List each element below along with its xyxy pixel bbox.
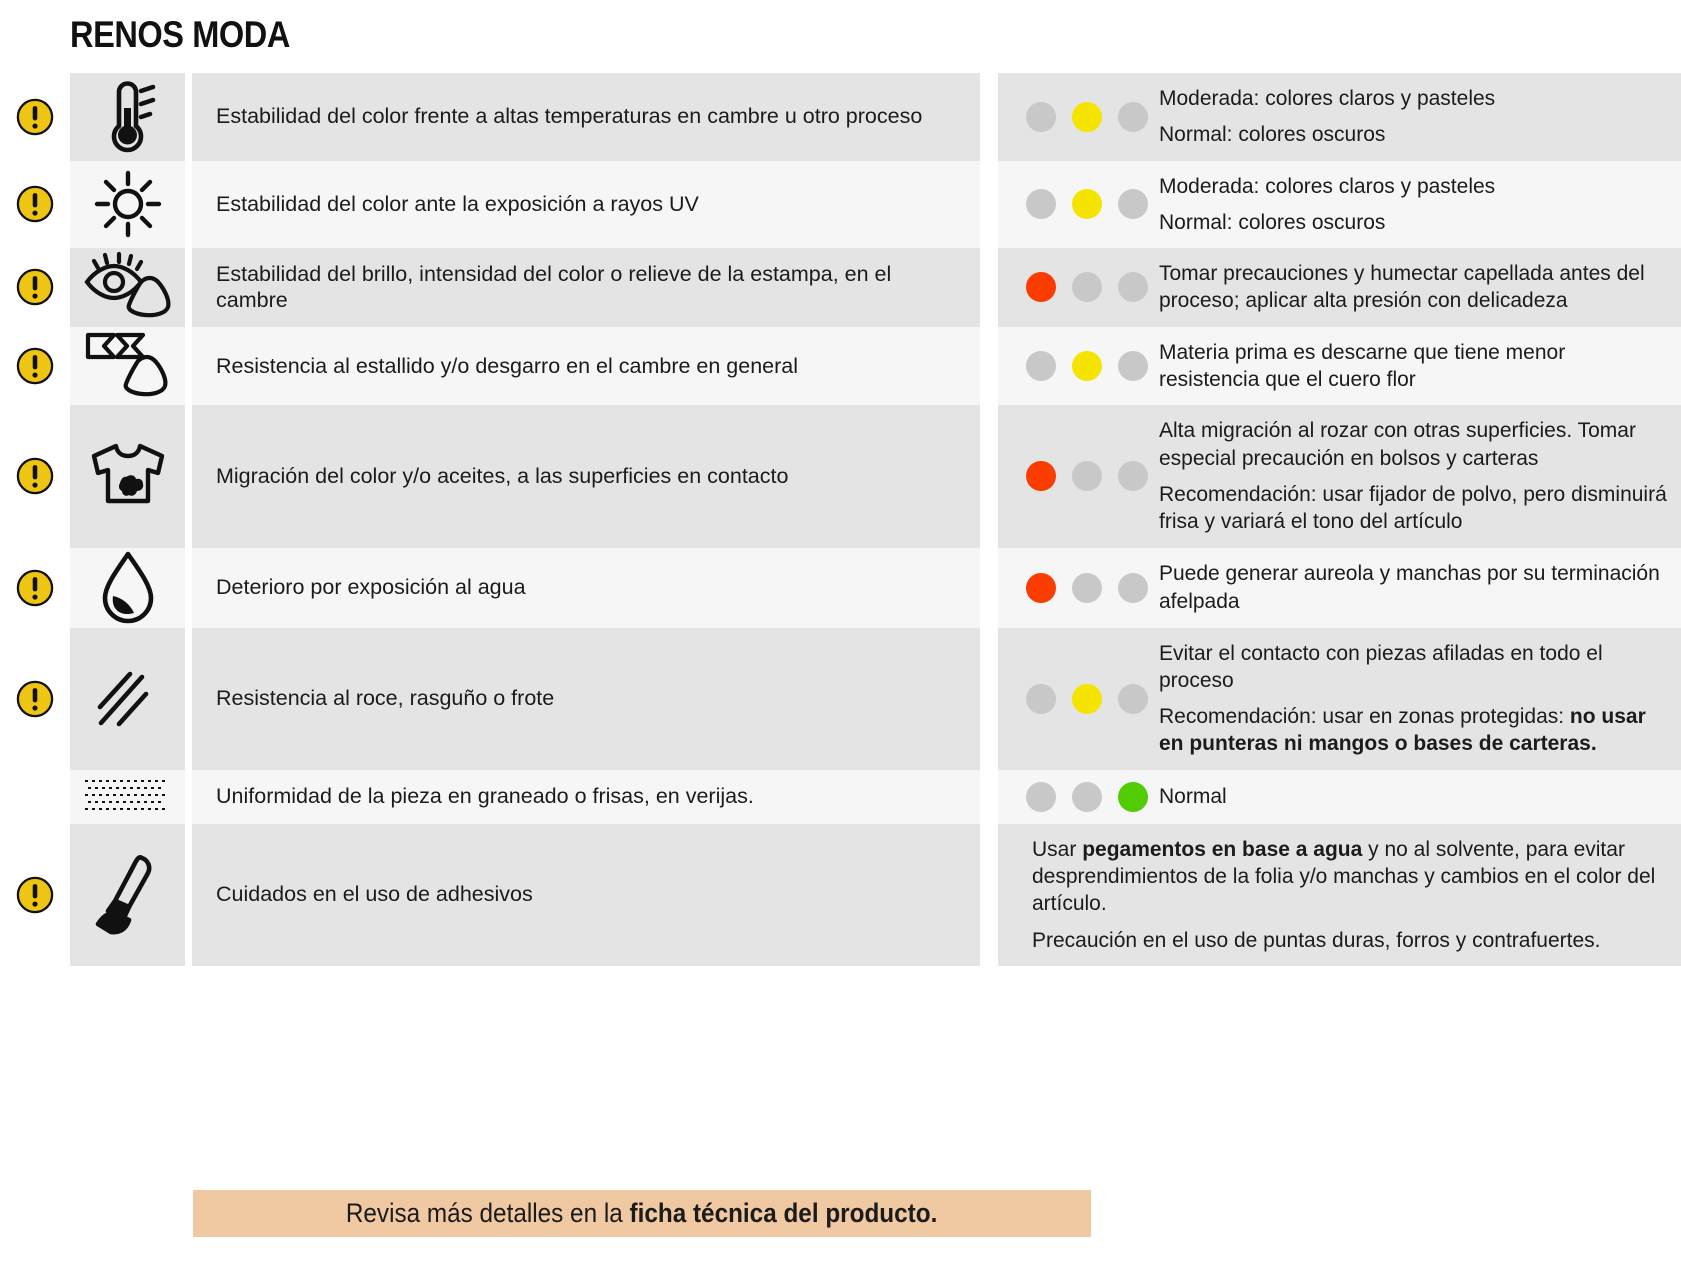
description-cell bbox=[192, 327, 980, 406]
traffic-light-red bbox=[1026, 782, 1056, 812]
description-text: Resistencia al roce, rasguño o frote bbox=[216, 686, 555, 711]
column-gap bbox=[980, 405, 998, 547]
traffic-light-red bbox=[1026, 189, 1056, 219]
tshirt-stain-icon bbox=[85, 438, 171, 514]
warning-cell bbox=[0, 327, 70, 406]
icon-cell bbox=[70, 327, 185, 406]
detail-paragraph: Recomendación: usar fijador de polvo, pero disminuirá frisa y variará el tono del artículo bbox=[1159, 482, 1667, 534]
traffic-light-yellow bbox=[1072, 573, 1102, 603]
icon-cell bbox=[70, 161, 185, 249]
traffic-light-red bbox=[1026, 351, 1056, 381]
description-cell bbox=[192, 73, 980, 161]
traffic-light-green bbox=[1118, 461, 1148, 491]
warning-cell bbox=[0, 405, 70, 547]
traffic-light-yellow bbox=[1072, 102, 1102, 132]
detail-paragraph: Materia prima es descarne que tiene menor resistencia que el cuero flor bbox=[1159, 340, 1566, 392]
detail-paragraph: Moderada: colores claros y pasteles bbox=[1159, 87, 1496, 110]
detail-text bbox=[1153, 85, 1667, 149]
warning-icon bbox=[16, 347, 54, 385]
detail-paragraph: Normal: colores oscuros bbox=[1159, 210, 1386, 234]
detail-text bbox=[1153, 173, 1667, 237]
icon-cell bbox=[70, 405, 185, 547]
traffic-light-yellow bbox=[1072, 272, 1102, 302]
warning-icon bbox=[16, 569, 54, 607]
icon-cell bbox=[70, 628, 185, 770]
detail-paragraph: Usar pegamentos en base a agua y no al solvente, para evitar desprendimientos de la folia y/o manchas y cambios en el color del artículo. bbox=[1032, 837, 1656, 916]
icon-cell bbox=[70, 248, 185, 327]
column-gap bbox=[980, 73, 998, 161]
column-gap bbox=[185, 327, 192, 406]
detail-paragraph: Recomendación: usar en zonas protegidas: no usar en punteras ni mangos o bases de carteras. bbox=[1159, 705, 1646, 756]
detail-paragraph: Normal bbox=[1159, 785, 1227, 809]
detail-text bbox=[1018, 836, 1667, 954]
description-text: Estabilidad del brillo, intensidad del color o relieve de la estampa, en el cambre bbox=[216, 261, 892, 313]
traffic-light-green bbox=[1118, 782, 1148, 812]
tear-hide-icon bbox=[80, 327, 176, 405]
traffic-light-red bbox=[1026, 573, 1056, 603]
traffic-light-green bbox=[1118, 351, 1148, 381]
detail-paragraph: Evitar el contacto con piezas afiladas en todo el proceso bbox=[1159, 641, 1603, 692]
warning-icon bbox=[16, 876, 54, 914]
traffic-light-green bbox=[1118, 573, 1148, 603]
description-text: Estabilidad del color frente a altas temperaturas en cambre u otro proceso bbox=[216, 104, 923, 129]
icon-cell bbox=[70, 548, 185, 628]
description-text: Cuidados en el uso de adhesivos bbox=[216, 882, 533, 907]
result-cell bbox=[998, 548, 1681, 628]
column-gap bbox=[185, 248, 192, 327]
warning-icon bbox=[16, 680, 54, 718]
result-cell bbox=[998, 161, 1681, 249]
table-row bbox=[0, 548, 1681, 628]
result-cell bbox=[998, 405, 1681, 547]
description-text: Migración del color y/o aceites, a las superficies en contacto bbox=[216, 464, 789, 489]
warning-cell bbox=[0, 548, 70, 628]
description-cell bbox=[192, 248, 980, 327]
traffic-light-yellow bbox=[1072, 351, 1102, 381]
column-gap bbox=[980, 770, 998, 824]
table-row bbox=[0, 824, 1681, 966]
traffic-light-red bbox=[1026, 272, 1056, 302]
detail-text bbox=[1153, 783, 1667, 810]
footer-text-bold: ficha técnica del producto. bbox=[629, 1198, 938, 1228]
thermometer-icon bbox=[93, 78, 163, 156]
result-cell bbox=[998, 628, 1681, 770]
warning-cell bbox=[0, 161, 70, 249]
column-gap bbox=[185, 548, 192, 628]
traffic-light-green bbox=[1118, 189, 1148, 219]
description-text: Estabilidad del color ante la exposición a rayos UV bbox=[216, 191, 699, 216]
warning-cell bbox=[0, 73, 70, 161]
column-gap bbox=[980, 824, 998, 966]
detail-text bbox=[1153, 640, 1667, 758]
warning-icon bbox=[16, 457, 54, 495]
column-gap bbox=[185, 405, 192, 547]
description-cell bbox=[192, 824, 980, 966]
traffic-light-green bbox=[1118, 102, 1148, 132]
traffic-light-group bbox=[1018, 782, 1153, 812]
traffic-light-yellow bbox=[1072, 189, 1102, 219]
icon-cell bbox=[70, 824, 185, 966]
grain-dots-icon bbox=[83, 776, 173, 818]
warning-icon bbox=[16, 268, 54, 306]
description-cell bbox=[192, 770, 980, 824]
scratch-lines-icon bbox=[90, 661, 166, 737]
traffic-light-group bbox=[1018, 189, 1153, 219]
detail-text bbox=[1153, 260, 1667, 315]
description-text: Uniformidad de la pieza en graneado o frisas, en verijas. bbox=[216, 784, 754, 809]
detail-paragraph: Puede generar aureola y manchas por su terminación afelpada bbox=[1159, 562, 1660, 613]
column-gap bbox=[185, 824, 192, 966]
warning-cell bbox=[0, 248, 70, 327]
footer-banner bbox=[193, 1190, 1091, 1237]
column-gap bbox=[185, 73, 192, 161]
eye-hide-icon bbox=[81, 250, 175, 324]
table-row bbox=[0, 73, 1681, 161]
column-gap bbox=[980, 548, 998, 628]
glue-brush-icon bbox=[82, 852, 174, 938]
description-cell bbox=[192, 405, 980, 547]
traffic-light-group bbox=[1018, 573, 1153, 603]
table-row bbox=[0, 628, 1681, 770]
column-gap bbox=[980, 248, 998, 327]
detail-paragraph: Alta migración al rozar con otras superficies. Tomar especial precaución en bolsos y carteras bbox=[1159, 419, 1636, 470]
result-cell bbox=[998, 824, 1681, 966]
detail-paragraph: Precaución en el uso de puntas duras, forros y contrafuertes. bbox=[1032, 928, 1601, 952]
detail-text bbox=[1153, 417, 1667, 535]
footer-text bbox=[346, 1198, 937, 1229]
warning-cell bbox=[0, 824, 70, 966]
traffic-light-group bbox=[1018, 272, 1153, 302]
traffic-light-green bbox=[1118, 272, 1148, 302]
traffic-light-red bbox=[1026, 684, 1056, 714]
traffic-light-red bbox=[1026, 461, 1056, 491]
traffic-light-group bbox=[1018, 684, 1153, 714]
detail-paragraph: Normal: colores oscuros bbox=[1159, 123, 1386, 147]
description-cell bbox=[192, 548, 980, 628]
traffic-light-yellow bbox=[1072, 684, 1102, 714]
traffic-light-red bbox=[1026, 102, 1056, 132]
description-text: Deterioro por exposición al agua bbox=[216, 575, 526, 600]
table-row bbox=[0, 405, 1681, 547]
detail-paragraph: Moderada: colores claros y pasteles bbox=[1159, 174, 1496, 198]
footer-text-plain: Revisa más detalles en la bbox=[346, 1198, 630, 1228]
table-row bbox=[0, 248, 1681, 327]
traffic-light-group bbox=[1018, 102, 1153, 132]
result-cell bbox=[998, 327, 1681, 406]
icon-cell bbox=[70, 73, 185, 161]
warning-cell bbox=[0, 770, 70, 824]
table-row bbox=[0, 327, 1681, 406]
warning-icon bbox=[16, 185, 54, 223]
table-row bbox=[0, 161, 1681, 249]
result-cell bbox=[998, 770, 1681, 824]
column-gap bbox=[185, 161, 192, 249]
sun-uv-icon bbox=[91, 167, 165, 241]
detail-text bbox=[1153, 560, 1667, 615]
water-drop-icon bbox=[97, 548, 159, 628]
footer-banner-wrap bbox=[0, 1190, 1681, 1237]
result-cell bbox=[998, 73, 1681, 161]
warning-cell bbox=[0, 628, 70, 770]
description-text: Resistencia al estallido y/o desgarro en el cambre en general bbox=[216, 353, 799, 378]
result-cell bbox=[998, 248, 1681, 327]
traffic-light-group bbox=[1018, 351, 1153, 381]
column-gap bbox=[980, 628, 998, 770]
description-cell bbox=[192, 161, 980, 249]
column-gap bbox=[980, 327, 998, 406]
traffic-light-yellow bbox=[1072, 782, 1102, 812]
icon-cell bbox=[70, 770, 185, 824]
description-cell bbox=[192, 628, 980, 770]
column-gap bbox=[185, 770, 192, 824]
footer-spacer bbox=[0, 1190, 193, 1237]
traffic-light-green bbox=[1118, 684, 1148, 714]
page-title: RENOS MODA bbox=[70, 14, 290, 55]
detail-text bbox=[1153, 339, 1667, 394]
detail-paragraph: Tomar precauciones y humectar capellada antes del proceso; aplicar alta presión con delicadeza bbox=[1159, 262, 1645, 313]
table-row bbox=[0, 770, 1681, 824]
traffic-light-yellow bbox=[1072, 461, 1102, 491]
traffic-light-group bbox=[1018, 461, 1153, 491]
column-gap bbox=[185, 628, 192, 770]
properties-table bbox=[0, 73, 1681, 966]
warning-icon bbox=[16, 98, 54, 136]
column-gap bbox=[980, 161, 998, 249]
